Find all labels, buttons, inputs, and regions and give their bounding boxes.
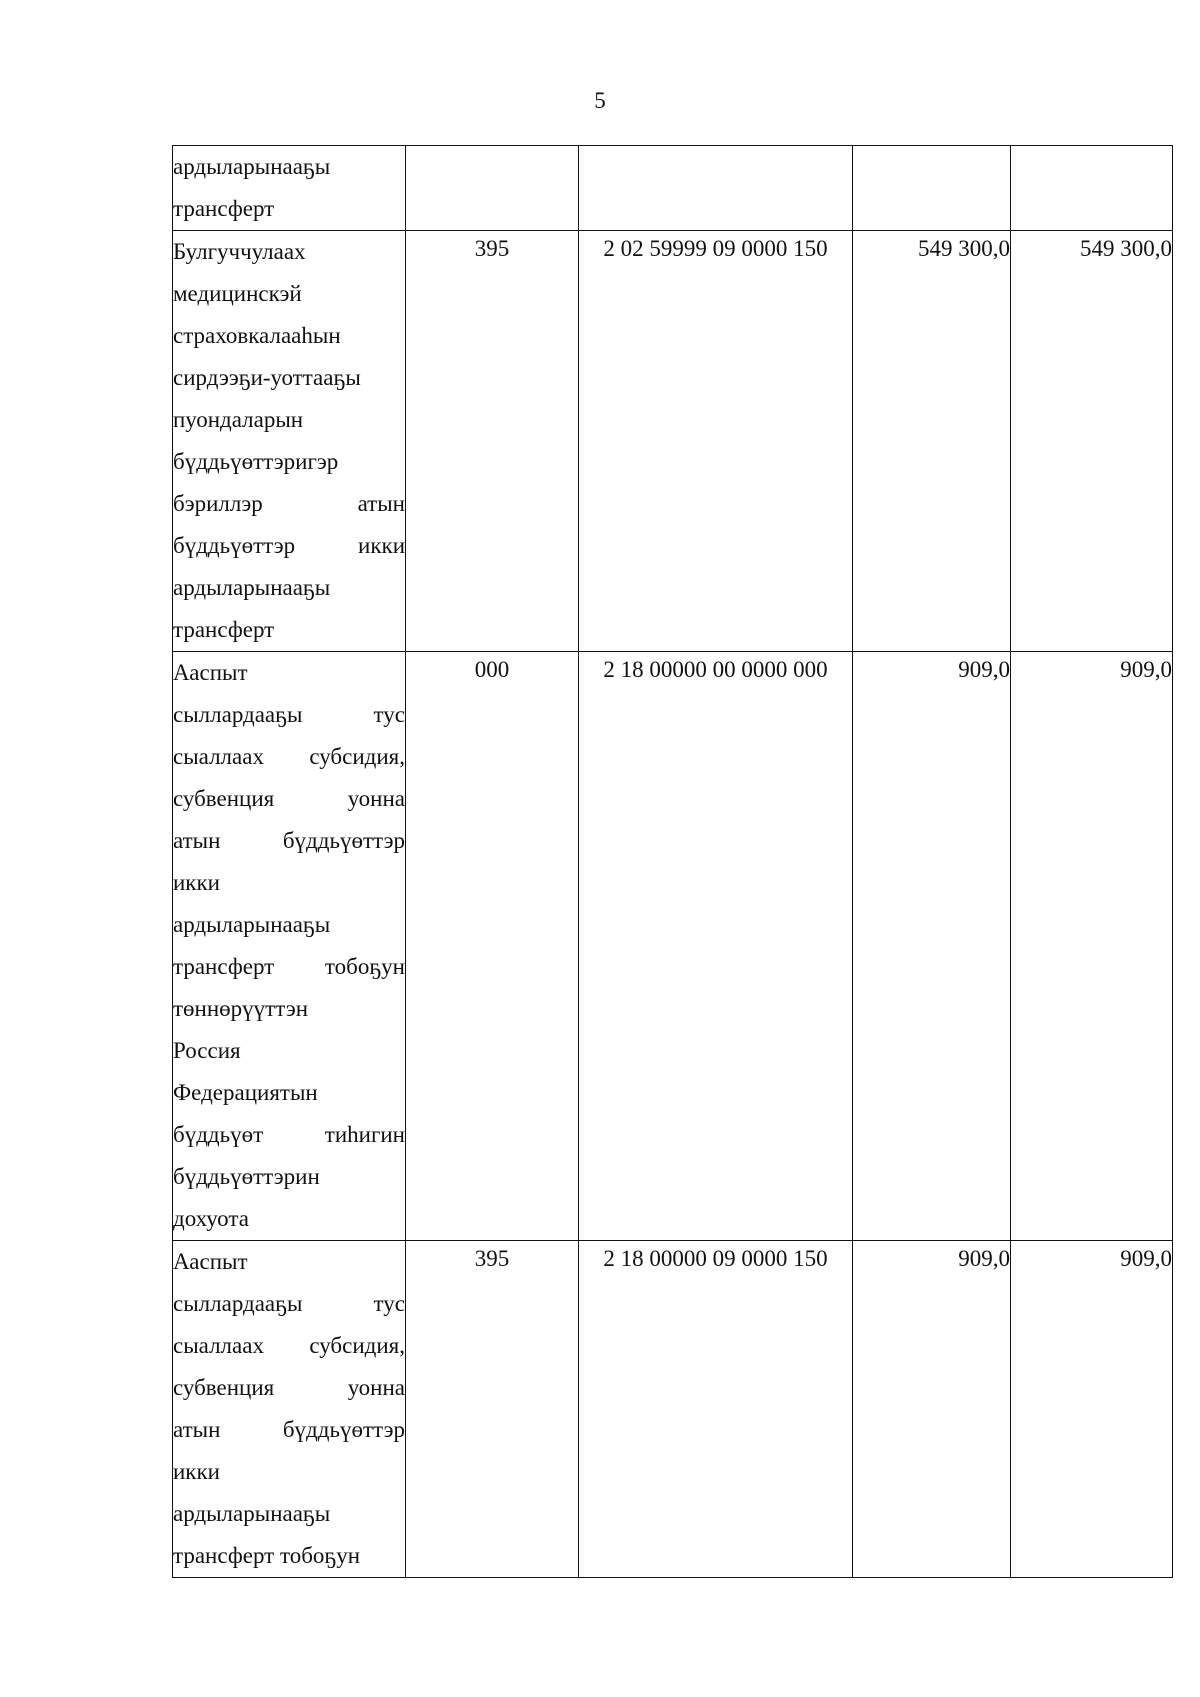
name-line: ардыларынааҕы	[173, 1501, 331, 1526]
cell-amount-year1: 549 300,0	[853, 231, 1011, 652]
cell-admin-code: 000	[406, 652, 579, 1241]
cell-budget-code: 2 18 00000 00 0000 000	[579, 652, 853, 1241]
cell-budget-code: 2 02 59999 09 0000 150	[579, 231, 853, 652]
table-row	[173, 231, 1173, 652]
cell-budget-code	[579, 146, 853, 231]
name-line: медицинскэй	[173, 281, 302, 306]
name-line: трансферт тобоҕун	[173, 1543, 361, 1568]
cell-amount-year2	[1011, 146, 1173, 231]
cell-admin-code	[406, 146, 579, 231]
name-line: сыаллаах субсидия,	[173, 1333, 405, 1358]
name-line: субвенция уонна	[173, 1375, 405, 1400]
table-row	[173, 652, 1173, 1241]
budget-table	[172, 145, 1173, 1578]
name-line: ардыларынааҕы	[173, 575, 331, 600]
name-line: сыллардааҕы тус	[173, 1291, 405, 1316]
cell-amount-year1: 909,0	[853, 1241, 1011, 1578]
name-line: бүддьүөт тиһигин	[173, 1122, 405, 1147]
name-line: икки	[173, 870, 220, 895]
name-line: Федерациятын	[173, 1080, 318, 1105]
name-line: бүддьүөттэригэр	[173, 449, 339, 474]
name-line: төннөрүүттэн	[173, 996, 309, 1021]
cell-amount-year2: 909,0	[1011, 1241, 1173, 1578]
name-line: атын бүддьүөттэр	[173, 828, 405, 853]
name-line: икки	[173, 1459, 220, 1484]
cell-amount-year2: 549 300,0	[1011, 231, 1173, 652]
name-line: сыллардааҕы тус	[173, 702, 405, 727]
name-line: Ааспыт	[173, 660, 248, 685]
name-line: сирдээҕи-уоттааҕы	[173, 365, 361, 390]
table-body	[173, 146, 1173, 1578]
name-line: трансферт	[173, 196, 275, 221]
table-row	[173, 146, 1173, 231]
name-line: Ааспыт	[173, 1249, 248, 1274]
name-line: бэриллэр атын	[173, 491, 405, 516]
cell-name	[173, 1241, 406, 1578]
page-number: 5	[594, 88, 606, 113]
table-row	[173, 1241, 1173, 1578]
name-line: пуондаларын	[173, 407, 304, 432]
cell-admin-code: 395	[406, 1241, 579, 1578]
name-line: Булгуччулаах	[173, 239, 306, 264]
cell-amount-year1: 909,0	[853, 652, 1011, 1241]
name-line: бүддьүөттэр икки	[173, 533, 405, 558]
cell-amount-year2: 909,0	[1011, 652, 1173, 1241]
cell-amount-year1	[853, 146, 1011, 231]
name-line: ардыларынааҕы	[173, 912, 331, 937]
name-line: субвенция уонна	[173, 786, 405, 811]
name-line: Россия	[173, 1038, 241, 1063]
name-line: сыаллаах субсидия,	[173, 744, 405, 769]
cell-name	[173, 146, 406, 231]
name-line: дохуота	[173, 1206, 249, 1231]
cell-budget-code: 2 18 00000 09 0000 150	[579, 1241, 853, 1578]
cell-admin-code: 395	[406, 231, 579, 652]
name-line: трансферт	[173, 617, 275, 642]
name-line: страховкалааһын	[173, 323, 341, 348]
name-line: трансферт тобоҕун	[173, 954, 405, 979]
name-line: атын бүддьүөттэр	[173, 1417, 405, 1442]
name-line: бүддьүөттэрин	[173, 1164, 320, 1189]
cell-name	[173, 652, 406, 1241]
cell-name	[173, 231, 406, 652]
name-line: ардыларынааҕы	[173, 154, 331, 179]
